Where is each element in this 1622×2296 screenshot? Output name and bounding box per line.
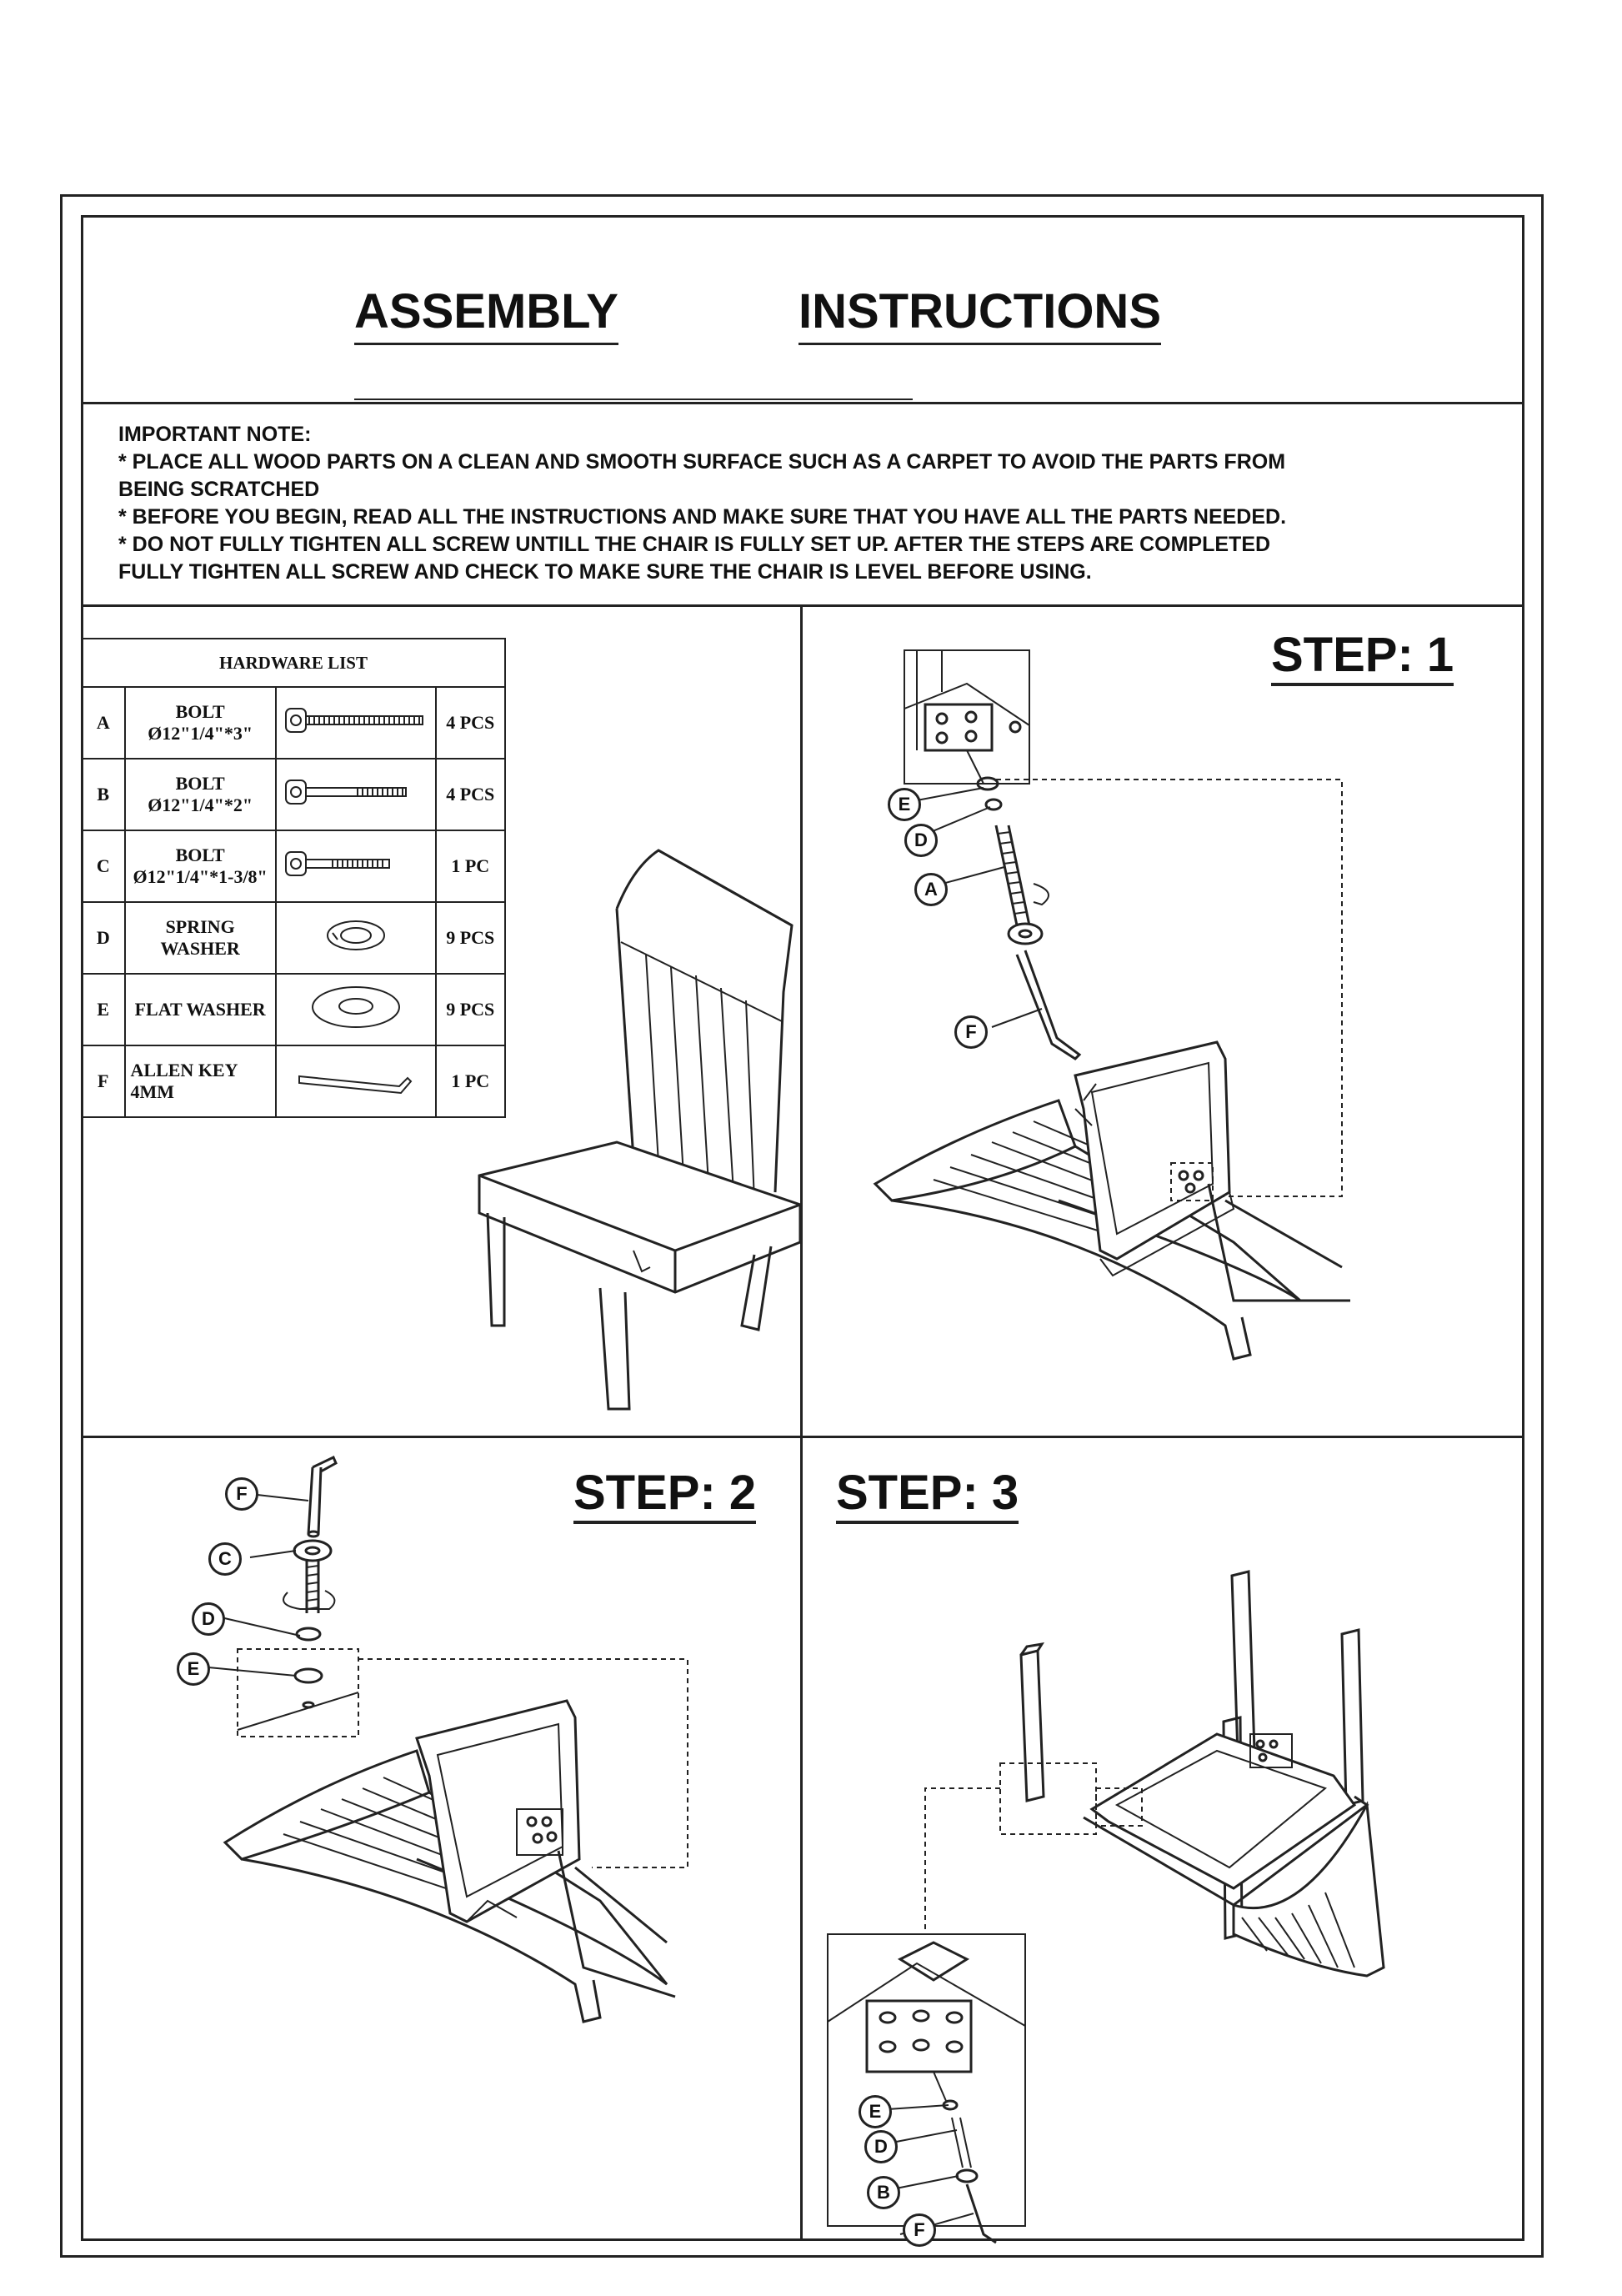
part-name: FLAT WASHER xyxy=(134,999,266,1020)
callout-F-step1: F xyxy=(954,1015,988,1049)
callout-E-step3: E xyxy=(859,2095,892,2128)
callout-E-step1: E xyxy=(888,788,921,821)
callout-D-step2: D xyxy=(192,1602,225,1636)
part-spec: Ø12"1/4"*1-3/8" xyxy=(133,866,268,887)
part-spec: WASHER xyxy=(160,938,240,959)
note-line-4: * DO NOT FULLY TIGHTEN ALL SCREW UNTILL THE CHAIR IS FULLY SET UP. AFTER THE STEPS ARE COMPLETED xyxy=(118,533,1271,556)
part-letter: B xyxy=(82,759,125,830)
part-quantity: 1 PC xyxy=(436,1045,505,1117)
callout-D-step3: D xyxy=(864,2130,898,2163)
part-quantity: 4 PCS xyxy=(436,687,505,759)
part-name: BOLT xyxy=(175,773,225,794)
part-letter: F xyxy=(82,1045,125,1117)
part-name: BOLT xyxy=(175,845,225,865)
part-spec: Ø12"1/4"*3" xyxy=(148,723,253,744)
callout-C-step2: C xyxy=(208,1542,242,1576)
step-1-label: STEP: 1 xyxy=(1271,627,1454,686)
notes-heading: IMPORTANT NOTE: xyxy=(118,423,312,446)
part-spec: 4MM xyxy=(130,1081,175,1102)
step-3-label: STEP: 3 xyxy=(836,1465,1019,1524)
note-line-3: * BEFORE YOU BEGIN, READ ALL THE INSTRUCTIONS AND MAKE SURE THAT YOU HAVE ALL THE PARTS NEEDED. xyxy=(118,505,1287,529)
note-line-1: * PLACE ALL WOOD PARTS ON A CLEAN AND SMOOTH SURFACE SUCH AS A CARPET TO AVOID THE PARTS FROM xyxy=(118,450,1286,474)
part-quantity: 9 PCS xyxy=(436,974,505,1045)
callout-F-step2: F xyxy=(225,1477,258,1511)
title-instructions: INSTRUCTIONS xyxy=(798,283,1161,345)
part-name: BOLT xyxy=(175,701,225,722)
part-name: SPRING xyxy=(165,916,235,937)
part-letter: C xyxy=(82,830,125,902)
part-spec: Ø12"1/4"*2" xyxy=(148,795,253,815)
callout-F-step3: F xyxy=(903,2213,936,2247)
hardware-list-heading: HARDWARE LIST xyxy=(82,639,505,687)
callout-D-step1: D xyxy=(904,824,938,857)
callout-E-step2: E xyxy=(177,1652,210,1686)
title-assembly: ASSEMBLY xyxy=(354,283,618,345)
note-line-5: FULLY TIGHTEN ALL SCREW AND CHECK TO MAKE SURE THE CHAIR IS LEVEL BEFORE USING. xyxy=(118,560,1092,584)
part-letter: D xyxy=(82,902,125,974)
callout-B-step3: B xyxy=(867,2176,900,2209)
part-quantity: 9 PCS xyxy=(436,902,505,974)
callout-A-step1: A xyxy=(914,873,948,906)
part-letter: A xyxy=(82,687,125,759)
part-quantity: 1 PC xyxy=(436,830,505,902)
part-quantity: 4 PCS xyxy=(436,759,505,830)
part-letter: E xyxy=(82,974,125,1045)
note-line-2: BEING SCRATCHED xyxy=(118,478,320,501)
step-2-label: STEP: 2 xyxy=(573,1465,756,1524)
part-name: ALLEN KEY xyxy=(130,1060,238,1080)
